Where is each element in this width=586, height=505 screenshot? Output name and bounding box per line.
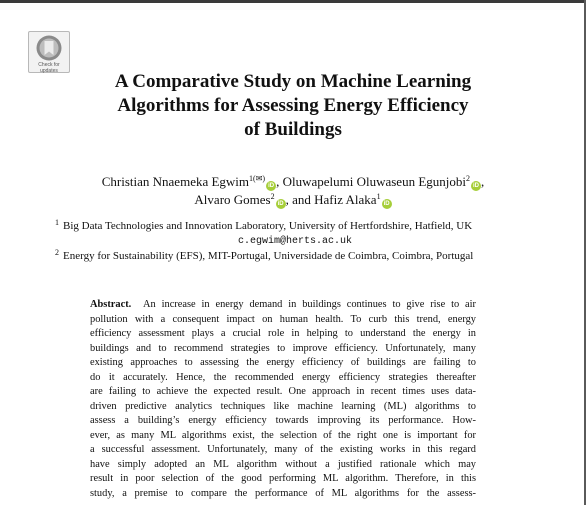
abstract-line: have simply adopted an ML algorithm without a justified rationale which may [90,458,476,470]
check-for-updates-badge[interactable] [28,31,70,73]
title-line: of Buildings [244,119,342,140]
author-name: , Oluwapelumi Oluwaseun Egunjobi [276,174,466,189]
abstract-line: are failing to achieve the expected result. One approach in recent times uses data- [90,386,476,397]
orcid-icon[interactable]: iD [473,183,479,189]
title-line: A Comparative Study on Machine Learning [114,71,472,92]
author-list [40,173,546,209]
affiliation-ref: 2 [270,192,275,201]
orcid-icon[interactable]: iD [277,201,284,207]
abstract-line: assess a building’s energy efficiency towards improving its performance. How- [90,415,476,426]
orcid-icon[interactable]: iD [268,183,275,189]
abstract-line: do it accurately. Hence, the recommended energy efficiency strategies thereafter [90,371,476,383]
affiliations [55,219,535,264]
abstract-text: An increase in energy demand in buildings continues to give rise to air [143,299,476,310]
abstract-line: efficiency assessment plays a crucial role in helping to understand the energy in [90,328,476,339]
abstract-line: pollution with a consequent impact on human health. To curb this trend, energy [90,313,476,325]
affiliation-text: Energy for Sustainability (EFS), MIT-Portugal, Universidade de Coimbra, Coimbra, Portugal [63,250,474,262]
author-email[interactable]: c.egwim@herts.ac.uk [237,236,353,247]
abstract-line: driven predictive analytics techniques like machine learning (ML) algorithms to [90,400,476,412]
paper-title [60,70,526,142]
affiliation-number: 1 [55,218,59,227]
affiliation-ref: 1 [376,192,381,201]
separator: , [481,174,485,189]
envelope-icon[interactable]: (✉) [253,174,266,183]
abstract-line [90,298,476,313]
author-line [40,173,546,191]
title-line: Algorithms for Assessing Energy Efficiency [117,95,469,116]
author-name: Christian Nnaemeka Egwim [101,174,250,189]
badge-label-line1: Check for [38,62,60,68]
author-line [40,191,546,209]
badge-label-line2: updates [40,68,58,74]
abstract-line: existing approaches to assessing the energy efficiency of buildings are failing to [90,357,476,368]
affiliation-ref: 2 [466,174,470,183]
affiliation-ref: 1 [249,174,254,183]
affiliation [55,249,535,264]
affiliation [55,219,535,234]
orcid-icon[interactable]: iD [383,201,390,207]
top-border [0,0,586,3]
abstract-line: study, a premise to compare the performance of ML algorithms for the assess- [90,487,476,499]
abstract-keyword: Abstract. [90,299,132,310]
bookmark-check-icon [35,34,63,62]
abstract [90,298,476,501]
abstract-line: result in poor selection of the good performing ML algorithm. Therefore, in this [90,473,476,484]
author-name: , and Hafiz Alaka [285,192,377,207]
author-name: Alvaro Gomes [194,192,271,207]
abstract-line: ever, as many ML algorithms exist, the selection of the right one is important for [90,429,476,441]
affiliation-number: 2 [55,248,59,257]
abstract-line: buildings and to recommend strategies to improve efficiency. Unfortunately, many [90,342,476,354]
affiliation-text: Big Data Technologies and Innovation Laboratory, University of Hertfordshire, Hatfield, UK [63,220,473,232]
abstract-line: a successful assessment. Unfortunately, many of the existing works in this regard [90,444,476,455]
